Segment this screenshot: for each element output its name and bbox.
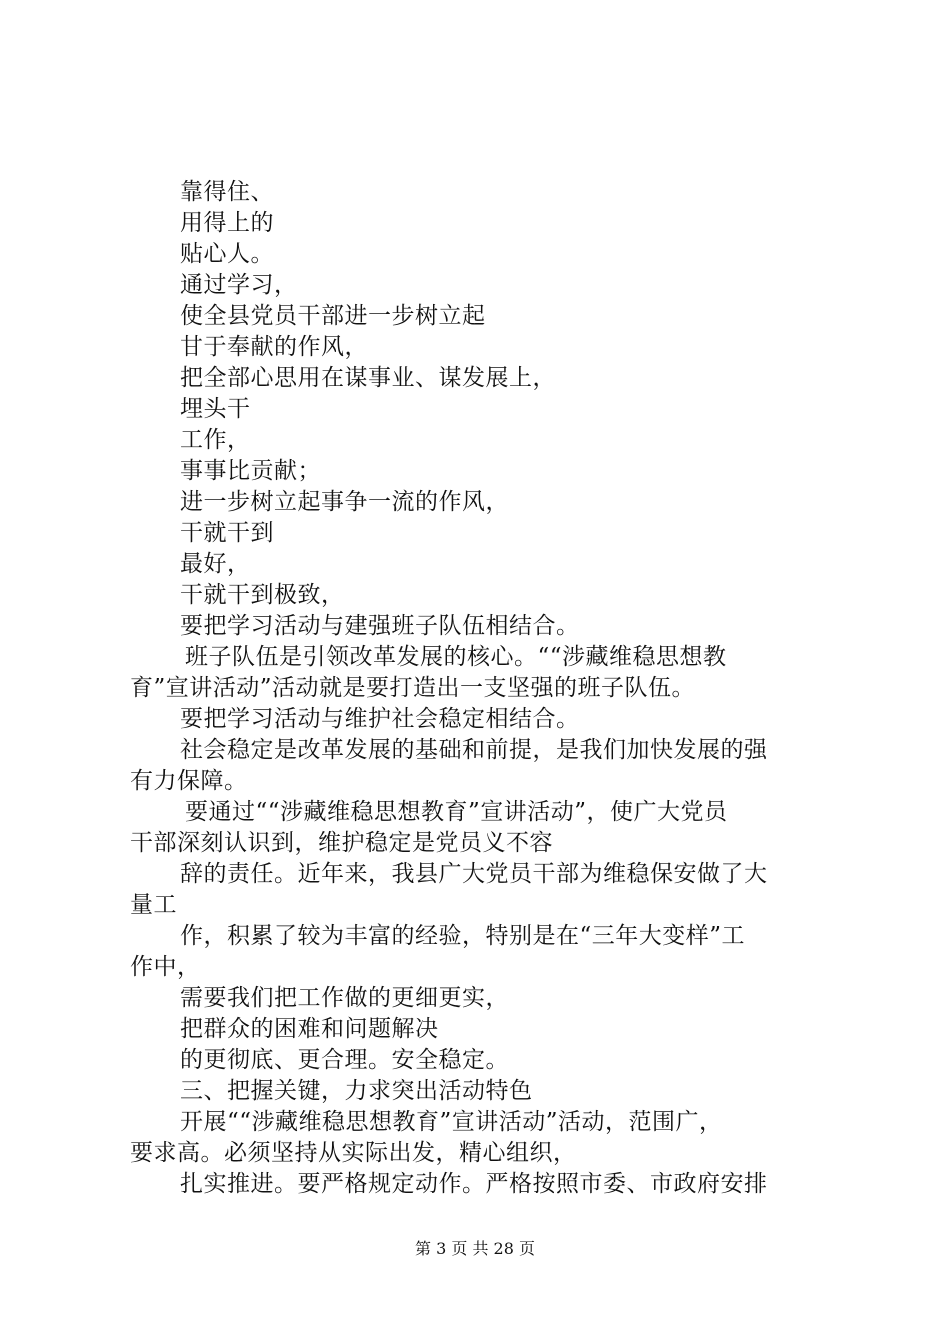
text-line: 干就干到极致， — [180, 582, 345, 608]
text-line: 最好， — [180, 551, 251, 577]
text-line: 贴心人。 — [180, 241, 274, 267]
text-line: 工作， — [180, 427, 251, 453]
text-line: 有力保障。 — [130, 768, 248, 794]
text-line: 进一步树立起事争一流的作风， — [180, 489, 509, 515]
text-line: 用得上的 — [180, 210, 274, 236]
text-line: 需要我们把工作做的更细更实， — [180, 985, 509, 1011]
text-line: 干就干到 — [180, 520, 274, 546]
text-line: 甘于奉献的作风， — [180, 334, 368, 360]
text-line: 干部深刻认识到，维护稳定是党员义不容 — [130, 830, 553, 856]
text-line: 社会稳定是改革发展的基础和前提，是我们加快发展的强 — [180, 737, 768, 763]
text-line: 要求高。必须坚持从实际出发，精心组织， — [130, 1140, 577, 1166]
text-line: 的更彻底、更合理。安全稳定。 — [180, 1047, 509, 1073]
text-line: 量工 — [130, 892, 177, 918]
text-line: 使全县党员干部进一步树立起 — [180, 303, 486, 329]
text-line: 作中， — [130, 954, 201, 980]
text-line: 辞的责任。近年来，我县广大党员干部为维稳保安做了大 — [180, 861, 768, 887]
text-line: 要通过““涉藏维稳思想教育”宣讲活动”，使广大党员 — [185, 799, 728, 825]
text-line: 事事比贡献； — [180, 458, 321, 484]
text-line: 埋头干 — [180, 396, 251, 422]
text-line: 靠得住、 — [180, 179, 274, 205]
text-line: 要把学习活动与维护社会稳定相结合。 — [180, 706, 580, 732]
page-number-footer: 第 3 页 共 28 页 — [415, 1239, 535, 1258]
text-line: 通过学习， — [180, 272, 298, 298]
text-line: 要把学习活动与建强班子队伍相结合。 — [180, 613, 580, 639]
text-line: 育”宣讲活动”活动就是要打造出一支坚强的班子队伍。 — [130, 675, 696, 701]
text-line: 三、把握关键，力求突出活动特色 — [180, 1078, 533, 1104]
text-line: 把群众的困难和问题解决 — [180, 1016, 439, 1042]
text-line: 把全部心思用在谋事业、谋发展上， — [180, 365, 556, 391]
text-line: 作，积累了较为丰富的经验，特别是在“三年大变样”工 — [180, 923, 746, 949]
text-line: 扎实推进。要严格规定动作。严格按照市委、市政府安排 — [180, 1171, 768, 1197]
text-line: 班子队伍是引领改革发展的核心。““涉藏维稳思想教 — [185, 644, 727, 670]
text-line: 开展““涉藏维稳思想教育”宣讲活动”活动，范围广， — [180, 1109, 723, 1135]
